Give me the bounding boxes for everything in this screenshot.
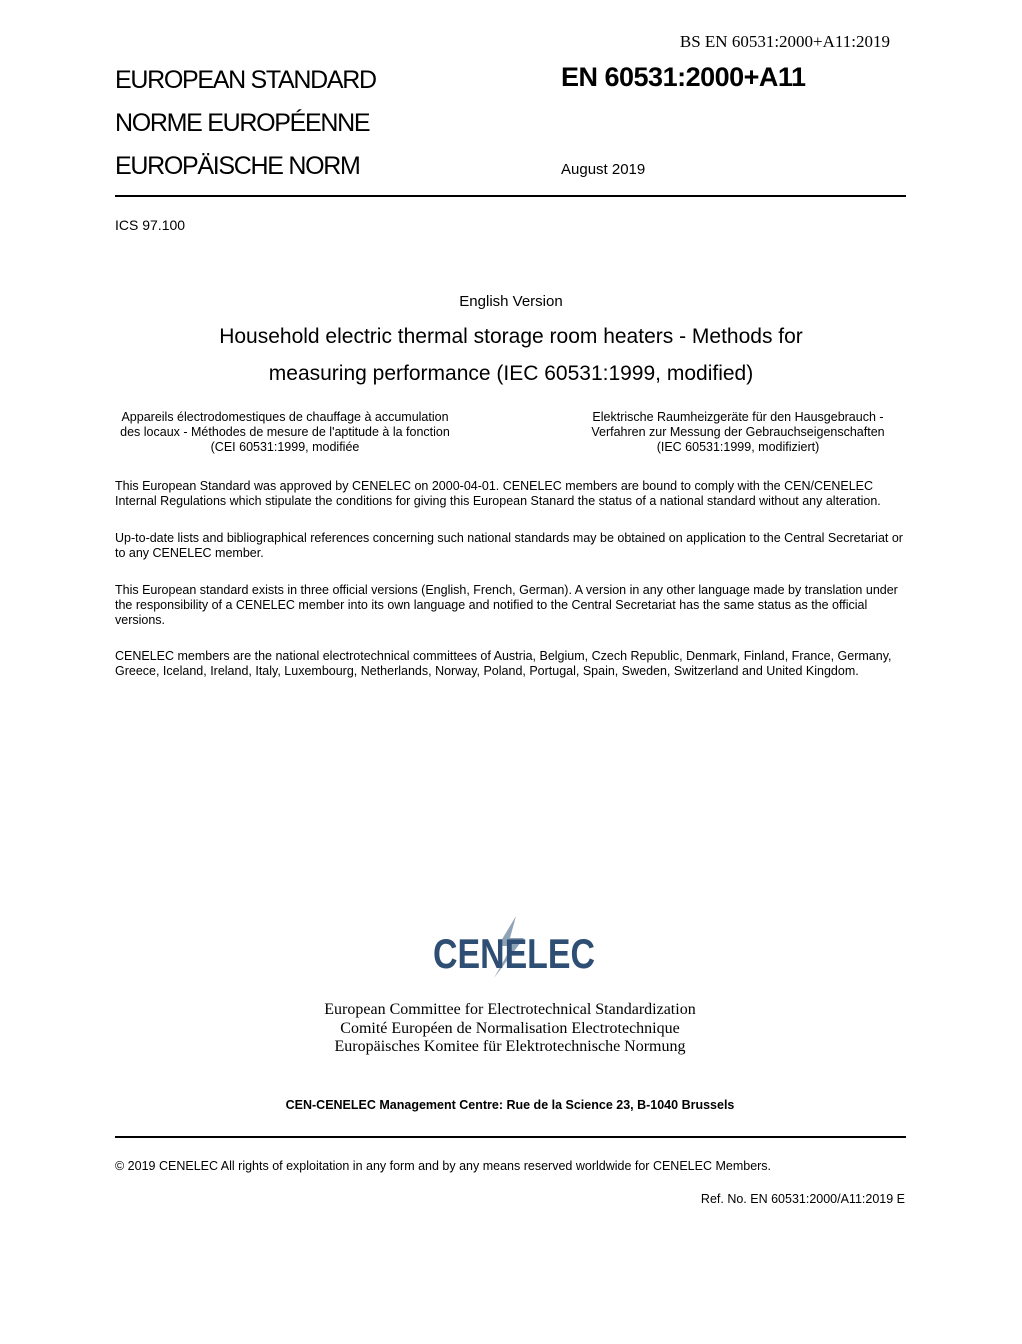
versions-paragraph: This European standard exists in three official versions (English, French, German). A version in any other language made by translation under the responsibility of a CENELEC member into its own language and notified to the Central Secretariat has the same status as the official versions. [115,583,898,627]
title-line-1: Household electric thermal storage room heaters - Methods for [219,325,803,348]
references-paragraph: Up-to-date lists and bibliographical references concerning such national standards may be obtained on application to the Central Secretariat or to any CENELEC member. [115,531,903,560]
management-centre-address: CEN-CENELEC Management Centre: Rue de la Science 23, B-1040 Brussels [285,1098,735,1112]
french-title: Appareils électrodomestiques de chauffage à accumulation des locaux - Méthodes de mesure de l'aptitude à la fonction (CEI 60531:1999, modifiée [120,410,450,454]
language-version: English Version [459,293,563,310]
bs-reference: BS EN 60531:2000+A11:2019 [679,32,890,51]
publication-date: August 2019 [561,161,646,178]
copyright-notice: © 2019 CENELEC All rights of exploitation in any form and by any means reserved worldwide for CENELEC Members. [115,1159,772,1173]
committee-name-german: Europäisches Komitee für Elektrotechnische Normung [334,1038,686,1055]
approval-paragraph: This European Standard was approved by CENELEC on 2000-04-01. CENELEC members are bound to comply with the CEN/CENELEC Internal Regulations which stipulate the conditions for giving this European Stanard the status of a national standard without any alteration. [115,479,881,508]
german-title: Elektrische Raumheizgeräte für den Hausgebrauch - Verfahren zur Messung der Gebrauchseigenschaften (IEC 60531:1999, modifiziert) [591,410,885,454]
standard-name-german: EUROPÄISCHE NORM [115,152,360,180]
standard-name-french: NORME EUROPÉENNE [115,109,370,137]
members-paragraph: CENELEC members are the national electrotechnical committees of Austria, Belgium, Czech Republic, Denmark, Finland, France, Germany, Greece, Iceland, Ireland, Italy, Luxembourg, Netherlands, Norway, Poland, Portugal, Spain, Sweden, Switzerland and United Kingdom. [115,649,892,678]
cenelec-logo-text: CENELEC [433,930,595,977]
title-line-2: measuring performance (IEC 60531:1999, modified) [268,362,754,385]
standard-name-english: EUROPEAN STANDARD [115,66,376,94]
top-divider [115,195,906,197]
ics-code: ICS 97.100 [115,217,186,233]
committee-name-english: European Committee for Electrotechnical Standardization [324,1001,696,1018]
en-number: EN 60531:2000+A11 [561,62,806,92]
standard-names [115,62,535,191]
cenelec-logo [432,916,597,978]
committee-names [250,1001,770,1057]
committee-name-french: Comité Européen de Normalisation Electrotechnique [340,1019,680,1037]
reference-number: Ref. No. EN 60531:2000/A11:2019 E [700,1192,905,1206]
bottom-divider [115,1136,906,1138]
document-title [185,318,837,392]
